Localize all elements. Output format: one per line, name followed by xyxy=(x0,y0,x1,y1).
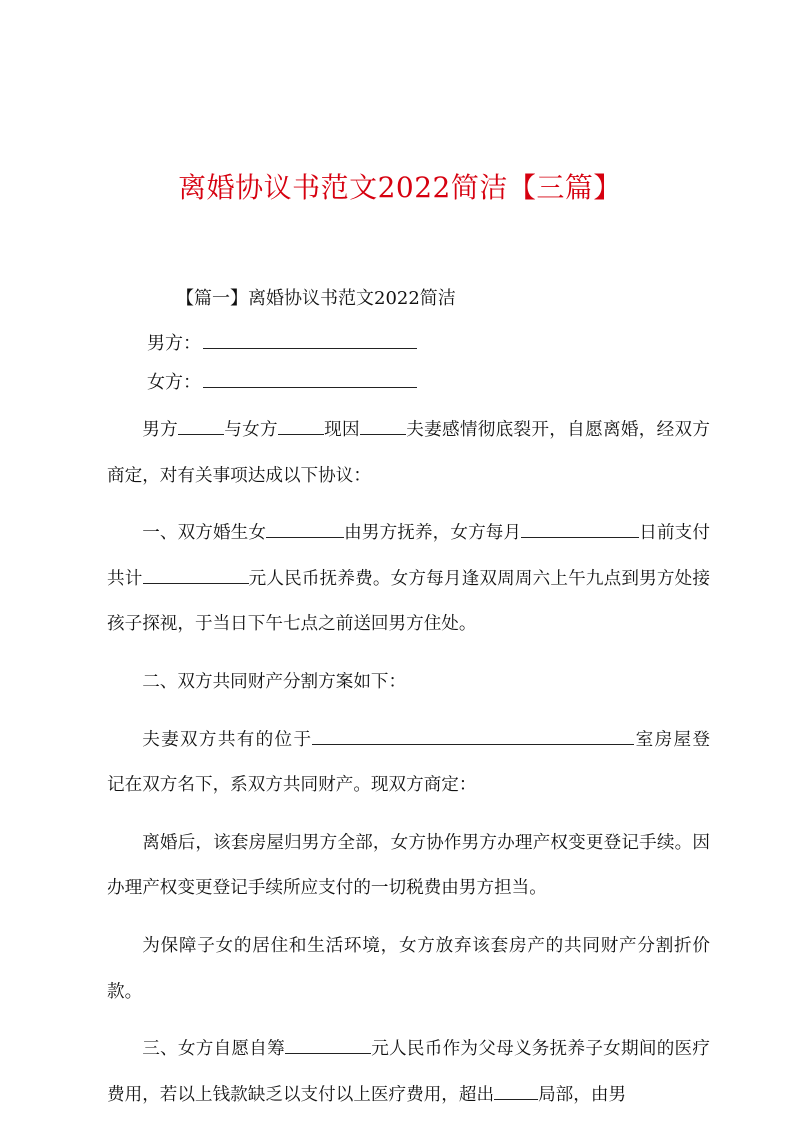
text-segment: 夫妻感情彻底裂开，自愿离婚，经双方商定，对有关事项达成以下协议： xyxy=(107,420,710,486)
text-segment: 由男方抚养，女方每月 xyxy=(344,523,522,544)
text-segment: 日前支付共计 xyxy=(107,523,710,589)
section-heading: 【篇一】离婚协议书范文2022简洁 xyxy=(176,288,456,309)
text-segment: 元人民币抚养费。女方每月逢双周周六上午九点到男方处接孩子探视，于当日下午七点之前送回男方住处。 xyxy=(107,568,710,635)
text-segment: 男方 xyxy=(142,420,178,440)
male-party-blank-line xyxy=(203,330,417,349)
male-party-label: 男方： xyxy=(147,333,201,354)
male-party-field xyxy=(147,329,417,359)
text-segment: 与女方 xyxy=(223,420,278,440)
blank-line xyxy=(178,418,224,435)
female-party-field xyxy=(147,368,417,398)
blank-line xyxy=(494,1083,538,1100)
agreement-body xyxy=(107,408,710,1130)
paragraph-clause-1 xyxy=(107,511,710,648)
paragraph-clause-2 xyxy=(107,660,710,706)
text-segment: 二、双方共同财产分割方案如下： xyxy=(142,671,407,692)
document-title: 离婚协议书范文2022简洁【三篇】 xyxy=(178,171,622,204)
blank-line xyxy=(360,418,406,435)
blank-line xyxy=(285,1037,371,1054)
text-segment: 局部，由男 xyxy=(538,1084,627,1105)
blank-line xyxy=(278,418,324,435)
text-segment: 元人民币作为父母义务抚养子女期间的医疗费用，若以上钱款缺乏以支付以上医疗费用，超出 xyxy=(107,1039,710,1105)
paragraph-clause-3 xyxy=(107,1027,710,1118)
text-segment: 离婚后，该套房屋归男方全部，女方协作男方办理产权变更登记手续。因办理产权变更登记手续所应支付的一切税费由男方担当。 xyxy=(107,832,710,899)
blank-line xyxy=(143,567,249,584)
blank-line xyxy=(312,728,634,745)
blank-line xyxy=(521,521,639,538)
text-segment: 为保障子女的居住和生活环境，女方放弃该套房产的共同财产分割折价款。 xyxy=(107,935,710,1002)
text-segment: 夫妻双方共有的位于 xyxy=(142,729,313,750)
text-segment: 三、女方自愿自筹 xyxy=(142,1039,285,1060)
paragraph-property-waiver xyxy=(107,924,710,1015)
female-party-label: 女方： xyxy=(147,372,201,393)
paragraph-intro xyxy=(107,408,710,499)
blank-line xyxy=(266,521,344,538)
text-segment: 现因 xyxy=(323,420,360,440)
paragraph-property-location xyxy=(107,718,710,809)
paragraph-property-ownership xyxy=(107,821,710,912)
female-party-blank-line xyxy=(203,369,417,388)
text-segment: 室房屋登记在双方名下，系双方共同财产。现双方商定： xyxy=(107,729,710,796)
text-segment: 一、双方婚生女 xyxy=(142,523,267,544)
